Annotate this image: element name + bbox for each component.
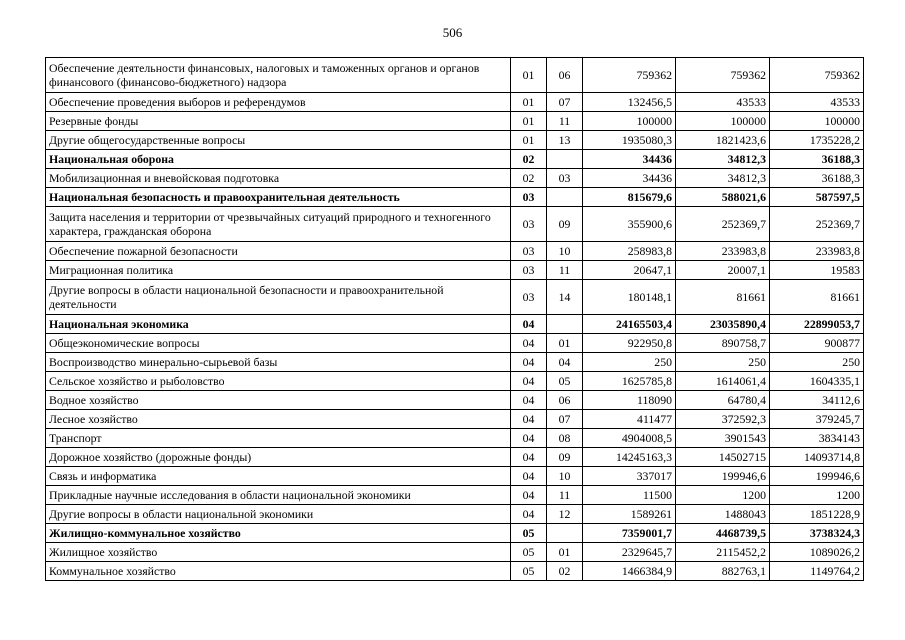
amount-year-1-cell: 1625785,8: [583, 372, 676, 391]
table-row: [46, 93, 864, 112]
section-code-cell: 01: [511, 112, 547, 131]
section-code-cell: 01: [511, 131, 547, 150]
amount-year-2-cell: 252369,7: [676, 207, 770, 242]
amount-year-3-cell: 233983,8: [770, 242, 864, 261]
section-code-cell: 02: [511, 169, 547, 188]
subsection-code-cell: 11: [547, 486, 583, 505]
amount-year-1-cell: 922950,8: [583, 334, 676, 353]
amount-year-2-cell: 100000: [676, 112, 770, 131]
table-row: [46, 261, 864, 280]
row-name-cell: Обеспечение пожарной безопасности: [46, 242, 511, 261]
section-code-cell: 03: [511, 261, 547, 280]
amount-year-2-cell: 233983,8: [676, 242, 770, 261]
amount-year-2-cell: 14502715: [676, 448, 770, 467]
table-section-row: [46, 315, 864, 334]
row-name-cell: Другие общегосударственные вопросы: [46, 131, 511, 150]
amount-year-2-cell: 372592,3: [676, 410, 770, 429]
row-name-cell: Миграционная политика: [46, 261, 511, 280]
amount-year-1-cell: 2329645,7: [583, 543, 676, 562]
subsection-code-cell: 12: [547, 505, 583, 524]
row-name-cell: Транспорт: [46, 429, 511, 448]
section-code-cell: 05: [511, 562, 547, 581]
table-row: [46, 131, 864, 150]
table-row: [46, 505, 864, 524]
row-name-cell: Мобилизационная и вневойсковая подготовка: [46, 169, 511, 188]
table-row: [46, 112, 864, 131]
row-name-cell: Жилищно-коммунальное хозяйство: [46, 524, 511, 543]
section-code-cell: 04: [511, 429, 547, 448]
amount-year-2-cell: 81661: [676, 280, 770, 315]
row-name-cell: Сельское хозяйство и рыболовство: [46, 372, 511, 391]
subsection-code-cell: 06: [547, 58, 583, 93]
amount-year-3-cell: 22899053,7: [770, 315, 864, 334]
section-code-cell: 03: [511, 207, 547, 242]
section-code-cell: 05: [511, 543, 547, 562]
row-name-cell: Связь и информатика: [46, 467, 511, 486]
table-section-row: [46, 150, 864, 169]
amount-year-3-cell: 900877: [770, 334, 864, 353]
table-section-row: [46, 188, 864, 207]
section-code-cell: 04: [511, 315, 547, 334]
section-code-cell: 04: [511, 467, 547, 486]
amount-year-1-cell: 24165503,4: [583, 315, 676, 334]
amount-year-2-cell: 759362: [676, 58, 770, 93]
subsection-code-cell: 03: [547, 169, 583, 188]
subsection-code-cell: 02: [547, 562, 583, 581]
amount-year-1-cell: 1935080,3: [583, 131, 676, 150]
table-row: [46, 353, 864, 372]
table-row: [46, 372, 864, 391]
amount-year-3-cell: 36188,3: [770, 169, 864, 188]
amount-year-1-cell: 20647,1: [583, 261, 676, 280]
subsection-code-cell: 14: [547, 280, 583, 315]
subsection-code-cell: 07: [547, 410, 583, 429]
amount-year-1-cell: 180148,1: [583, 280, 676, 315]
section-code-cell: 04: [511, 448, 547, 467]
row-name-cell: Лесное хозяйство: [46, 410, 511, 429]
subsection-code-cell: 04: [547, 353, 583, 372]
amount-year-3-cell: 43533: [770, 93, 864, 112]
amount-year-3-cell: 759362: [770, 58, 864, 93]
amount-year-3-cell: 199946,6: [770, 467, 864, 486]
amount-year-3-cell: 3834143: [770, 429, 864, 448]
amount-year-3-cell: 34112,6: [770, 391, 864, 410]
amount-year-2-cell: 20007,1: [676, 261, 770, 280]
section-code-cell: 04: [511, 334, 547, 353]
section-code-cell: 04: [511, 391, 547, 410]
amount-year-3-cell: 250: [770, 353, 864, 372]
amount-year-2-cell: 1614061,4: [676, 372, 770, 391]
amount-year-2-cell: 199946,6: [676, 467, 770, 486]
amount-year-2-cell: 3901543: [676, 429, 770, 448]
subsection-code-cell: [547, 150, 583, 169]
amount-year-2-cell: 882763,1: [676, 562, 770, 581]
row-name-cell: Другие вопросы в области национальной экономики: [46, 505, 511, 524]
subsection-code-cell: 07: [547, 93, 583, 112]
subsection-code-cell: 11: [547, 112, 583, 131]
subsection-code-cell: 05: [547, 372, 583, 391]
amount-year-3-cell: 587597,5: [770, 188, 864, 207]
amount-year-2-cell: 34812,3: [676, 169, 770, 188]
page-number: 506: [442, 25, 463, 40]
row-name-cell: Общеэкономические вопросы: [46, 334, 511, 353]
table-row: [46, 169, 864, 188]
subsection-code-cell: 06: [547, 391, 583, 410]
subsection-code-cell: 09: [547, 207, 583, 242]
row-name-cell: Коммунальное хозяйство: [46, 562, 511, 581]
amount-year-3-cell: 19583: [770, 261, 864, 280]
amount-year-1-cell: 34436: [583, 150, 676, 169]
amount-year-1-cell: 118090: [583, 391, 676, 410]
row-name-cell: Другие вопросы в области национальной безопасности и правоохранительной деятельности: [46, 280, 511, 315]
amount-year-3-cell: 379245,7: [770, 410, 864, 429]
row-name-cell: Обеспечение проведения выборов и референдумов: [46, 93, 511, 112]
row-name-cell: Прикладные научные исследования в области национальной экономики: [46, 486, 511, 505]
subsection-code-cell: 08: [547, 429, 583, 448]
amount-year-2-cell: 1200: [676, 486, 770, 505]
amount-year-2-cell: 4468739,5: [676, 524, 770, 543]
subsection-code-cell: 01: [547, 334, 583, 353]
subsection-code-cell: 09: [547, 448, 583, 467]
amount-year-1-cell: 250: [583, 353, 676, 372]
section-code-cell: 02: [511, 150, 547, 169]
section-code-cell: 04: [511, 410, 547, 429]
table-row: [46, 467, 864, 486]
table-row: [46, 280, 864, 315]
table-row: [46, 562, 864, 581]
section-code-cell: 05: [511, 524, 547, 543]
table-row: [46, 429, 864, 448]
row-name-cell: Обеспечение деятельности финансовых, налоговых и таможенных органов и органов финансового (финансово-бюджетного) надзора: [46, 58, 511, 93]
row-name-cell: Национальная оборона: [46, 150, 511, 169]
amount-year-1-cell: 337017: [583, 467, 676, 486]
amount-year-2-cell: 43533: [676, 93, 770, 112]
amount-year-2-cell: 64780,4: [676, 391, 770, 410]
row-name-cell: Воспроизводство минерально-сырьевой базы: [46, 353, 511, 372]
amount-year-3-cell: 81661: [770, 280, 864, 315]
subsection-code-cell: 10: [547, 242, 583, 261]
amount-year-2-cell: 250: [676, 353, 770, 372]
subsection-code-cell: 13: [547, 131, 583, 150]
subsection-code-cell: [547, 188, 583, 207]
amount-year-3-cell: 1089026,2: [770, 543, 864, 562]
amount-year-1-cell: 34436: [583, 169, 676, 188]
row-name-cell: Жилищное хозяйство: [46, 543, 511, 562]
budget-table: [45, 57, 864, 581]
row-name-cell: Защита населения и территории от чрезвычайных ситуаций природного и техногенного характера, гражданская оборона: [46, 207, 511, 242]
amount-year-3-cell: 14093714,8: [770, 448, 864, 467]
table-section-row: [46, 524, 864, 543]
amount-year-2-cell: 588021,6: [676, 188, 770, 207]
table-row: [46, 543, 864, 562]
subsection-code-cell: 01: [547, 543, 583, 562]
amount-year-1-cell: 7359001,7: [583, 524, 676, 543]
amount-year-1-cell: 4904008,5: [583, 429, 676, 448]
row-name-cell: Национальная безопасность и правоохранительная деятельность: [46, 188, 511, 207]
table-row: [46, 242, 864, 261]
section-code-cell: 04: [511, 486, 547, 505]
amount-year-2-cell: 2115452,2: [676, 543, 770, 562]
row-name-cell: Дорожное хозяйство (дорожные фонды): [46, 448, 511, 467]
amount-year-1-cell: 355900,6: [583, 207, 676, 242]
amount-year-1-cell: 11500: [583, 486, 676, 505]
amount-year-2-cell: 890758,7: [676, 334, 770, 353]
amount-year-3-cell: 36188,3: [770, 150, 864, 169]
amount-year-2-cell: 1488043: [676, 505, 770, 524]
section-code-cell: 01: [511, 93, 547, 112]
section-code-cell: 03: [511, 188, 547, 207]
amount-year-3-cell: 3738324,3: [770, 524, 864, 543]
amount-year-1-cell: 759362: [583, 58, 676, 93]
section-code-cell: 04: [511, 505, 547, 524]
table-row: [46, 486, 864, 505]
amount-year-3-cell: 1851228,9: [770, 505, 864, 524]
amount-year-3-cell: 100000: [770, 112, 864, 131]
section-code-cell: 03: [511, 280, 547, 315]
amount-year-2-cell: 34812,3: [676, 150, 770, 169]
table-row: [46, 58, 864, 93]
table-row: [46, 334, 864, 353]
amount-year-1-cell: 815679,6: [583, 188, 676, 207]
amount-year-3-cell: 1604335,1: [770, 372, 864, 391]
amount-year-3-cell: 1735228,2: [770, 131, 864, 150]
amount-year-1-cell: 14245163,3: [583, 448, 676, 467]
table-row: [46, 448, 864, 467]
amount-year-1-cell: 132456,5: [583, 93, 676, 112]
subsection-code-cell: [547, 315, 583, 334]
amount-year-1-cell: 1589261: [583, 505, 676, 524]
section-code-cell: 04: [511, 372, 547, 391]
budget-table-body: [46, 58, 864, 581]
amount-year-2-cell: 23035890,4: [676, 315, 770, 334]
row-name-cell: Национальная экономика: [46, 315, 511, 334]
row-name-cell: Водное хозяйство: [46, 391, 511, 410]
amount-year-3-cell: 1200: [770, 486, 864, 505]
amount-year-1-cell: 258983,8: [583, 242, 676, 261]
section-code-cell: 04: [511, 353, 547, 372]
table-row: [46, 207, 864, 242]
amount-year-1-cell: 100000: [583, 112, 676, 131]
amount-year-1-cell: 411477: [583, 410, 676, 429]
amount-year-3-cell: 252369,7: [770, 207, 864, 242]
amount-year-3-cell: 1149764,2: [770, 562, 864, 581]
table-row: [46, 410, 864, 429]
section-code-cell: 03: [511, 242, 547, 261]
amount-year-2-cell: 1821423,6: [676, 131, 770, 150]
subsection-code-cell: [547, 524, 583, 543]
subsection-code-cell: 11: [547, 261, 583, 280]
amount-year-1-cell: 1466384,9: [583, 562, 676, 581]
row-name-cell: Резервные фонды: [46, 112, 511, 131]
section-code-cell: 01: [511, 58, 547, 93]
subsection-code-cell: 10: [547, 467, 583, 486]
table-row: [46, 391, 864, 410]
